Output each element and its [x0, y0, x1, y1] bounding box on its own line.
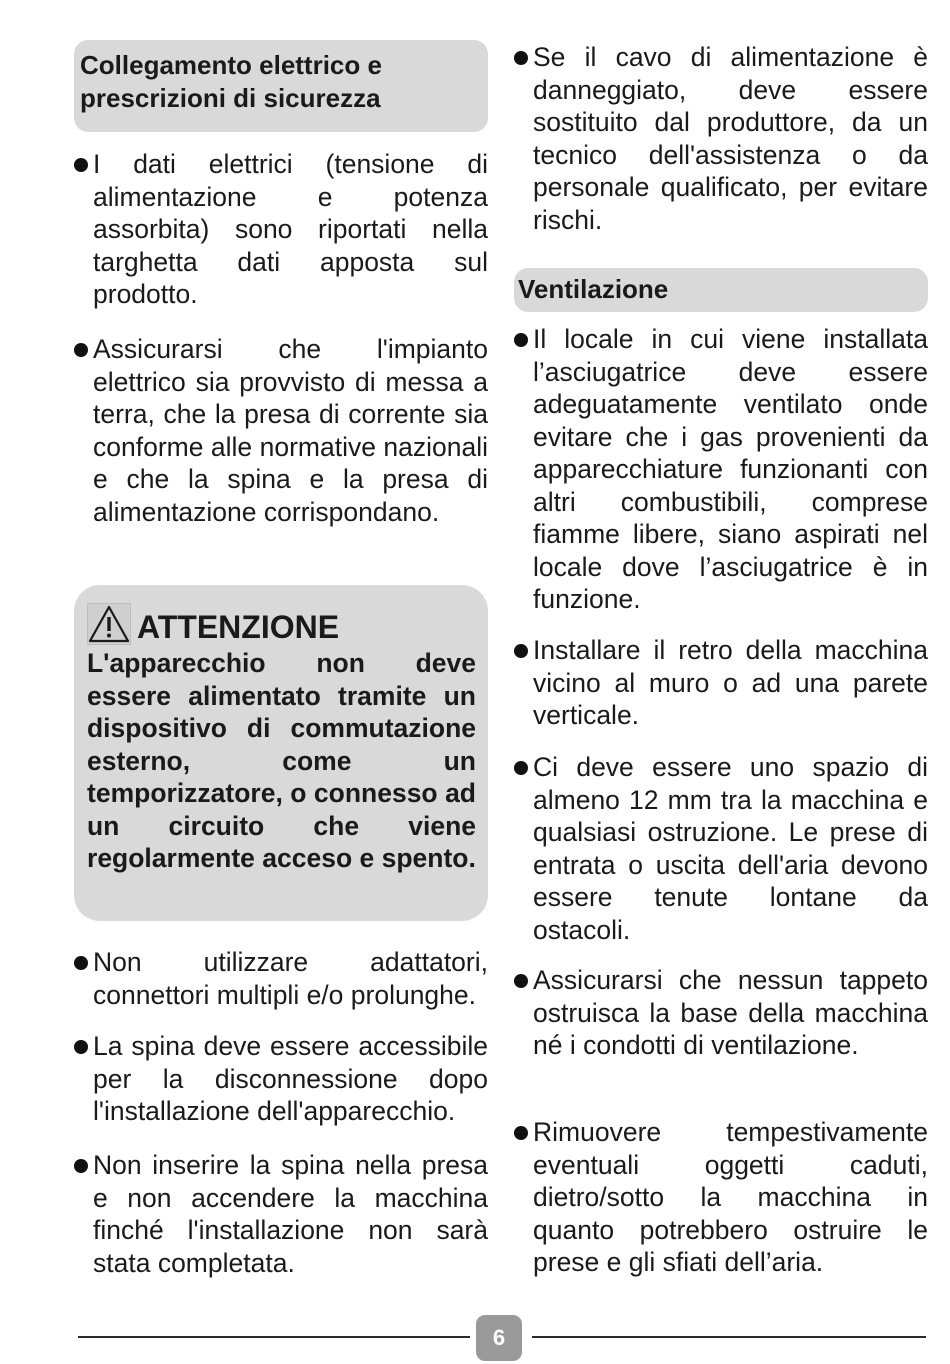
- page-number: 6: [476, 1315, 522, 1361]
- list-item: Se il cavo di alimentazione è danneggiato, deve essere sostituito dal produttore, da un tecnico dell'assistenza o da personale qualificato, per evitare rischi.: [514, 41, 928, 236]
- list-item: Non inserire la spina nella presa e non accendere la macchina finché l'installazione non sarà stata completata.: [74, 1149, 488, 1279]
- warning-text: L'apparecchio non deve essere alimentato tramite un dispositivo di commutazione esterno, come un temporizzatore, o connesso ad un circuito che viene regolarmente acceso e spento.: [87, 648, 476, 873]
- bullet-dot-icon: [514, 761, 528, 775]
- list-item: La spina deve essere accessibile per la disconnessione dopo l'installazione dell'apparecchio.: [74, 1030, 488, 1128]
- bullet-dot-icon: [74, 343, 88, 357]
- list-item: Rimuovere tempestivamente eventuali oggetti caduti, dietro/sotto la macchina in quanto potrebbero ostruire le prese e gli sfiati dell’aria.: [514, 1116, 928, 1279]
- bullet-dot-icon: [514, 333, 528, 347]
- bullet-dot-icon: [514, 51, 528, 65]
- list-item: Installare il retro della macchina vicino al muro o ad una parete verticale.: [514, 634, 928, 732]
- bullet-dot-icon: [74, 1040, 88, 1054]
- list-item: Assicurarsi che l'impianto elettrico sia provvisto di messa a terra, che la presa di corrente sia conforme alle normative nazionali e che la spina e la presa di alimentazione corrispondano.: [74, 333, 488, 528]
- list-item: Assicurarsi che nessun tappeto ostruisca la base della macchina né i condotti di ventilazione.: [514, 964, 928, 1062]
- bullet-dot-icon: [514, 1126, 528, 1140]
- bullet-dot-icon: [74, 1159, 88, 1173]
- list-item: Il locale in cui viene installata l’asciugatrice deve essere adeguatamente ventilato onde evitare che i gas provenienti da apparecchiature funzionanti con altri combustibili, comprese fiamme libere, siano aspirati nel locale dove l’asciugatrice è in funzione.: [514, 323, 928, 616]
- section-heading-ventilation: Ventilazione: [514, 268, 928, 312]
- list-item: Ci deve essere uno spazio di almeno 12 mm tra la macchina e qualsiasi ostruzione. Le prese di entrata o uscita dell'aria devono essere tenute lontane da ostacoli.: [514, 751, 928, 946]
- bullet-dot-icon: [514, 974, 528, 988]
- warning-triangle-icon: [87, 603, 131, 645]
- footer-divider-right: [532, 1336, 926, 1338]
- warning-box: [74, 585, 488, 921]
- bullet-dot-icon: [514, 644, 528, 658]
- warning-title-row: [87, 597, 476, 645]
- list-item: I dati elettrici (tensione di alimentazione e potenza assorbita) sono riportati nella targhetta dati apposta sul prodotto.: [74, 148, 488, 311]
- bullet-dot-icon: [74, 158, 88, 172]
- footer-divider-left: [78, 1336, 470, 1338]
- list-item: Non utilizzare adattatori, connettori multipli e/o prolunghe.: [74, 946, 488, 1011]
- warning-title: ATTENZIONE: [137, 609, 340, 645]
- section-heading-electrical: Collegamento elettrico e prescrizioni di sicurezza: [74, 40, 488, 132]
- bullet-dot-icon: [74, 956, 88, 970]
